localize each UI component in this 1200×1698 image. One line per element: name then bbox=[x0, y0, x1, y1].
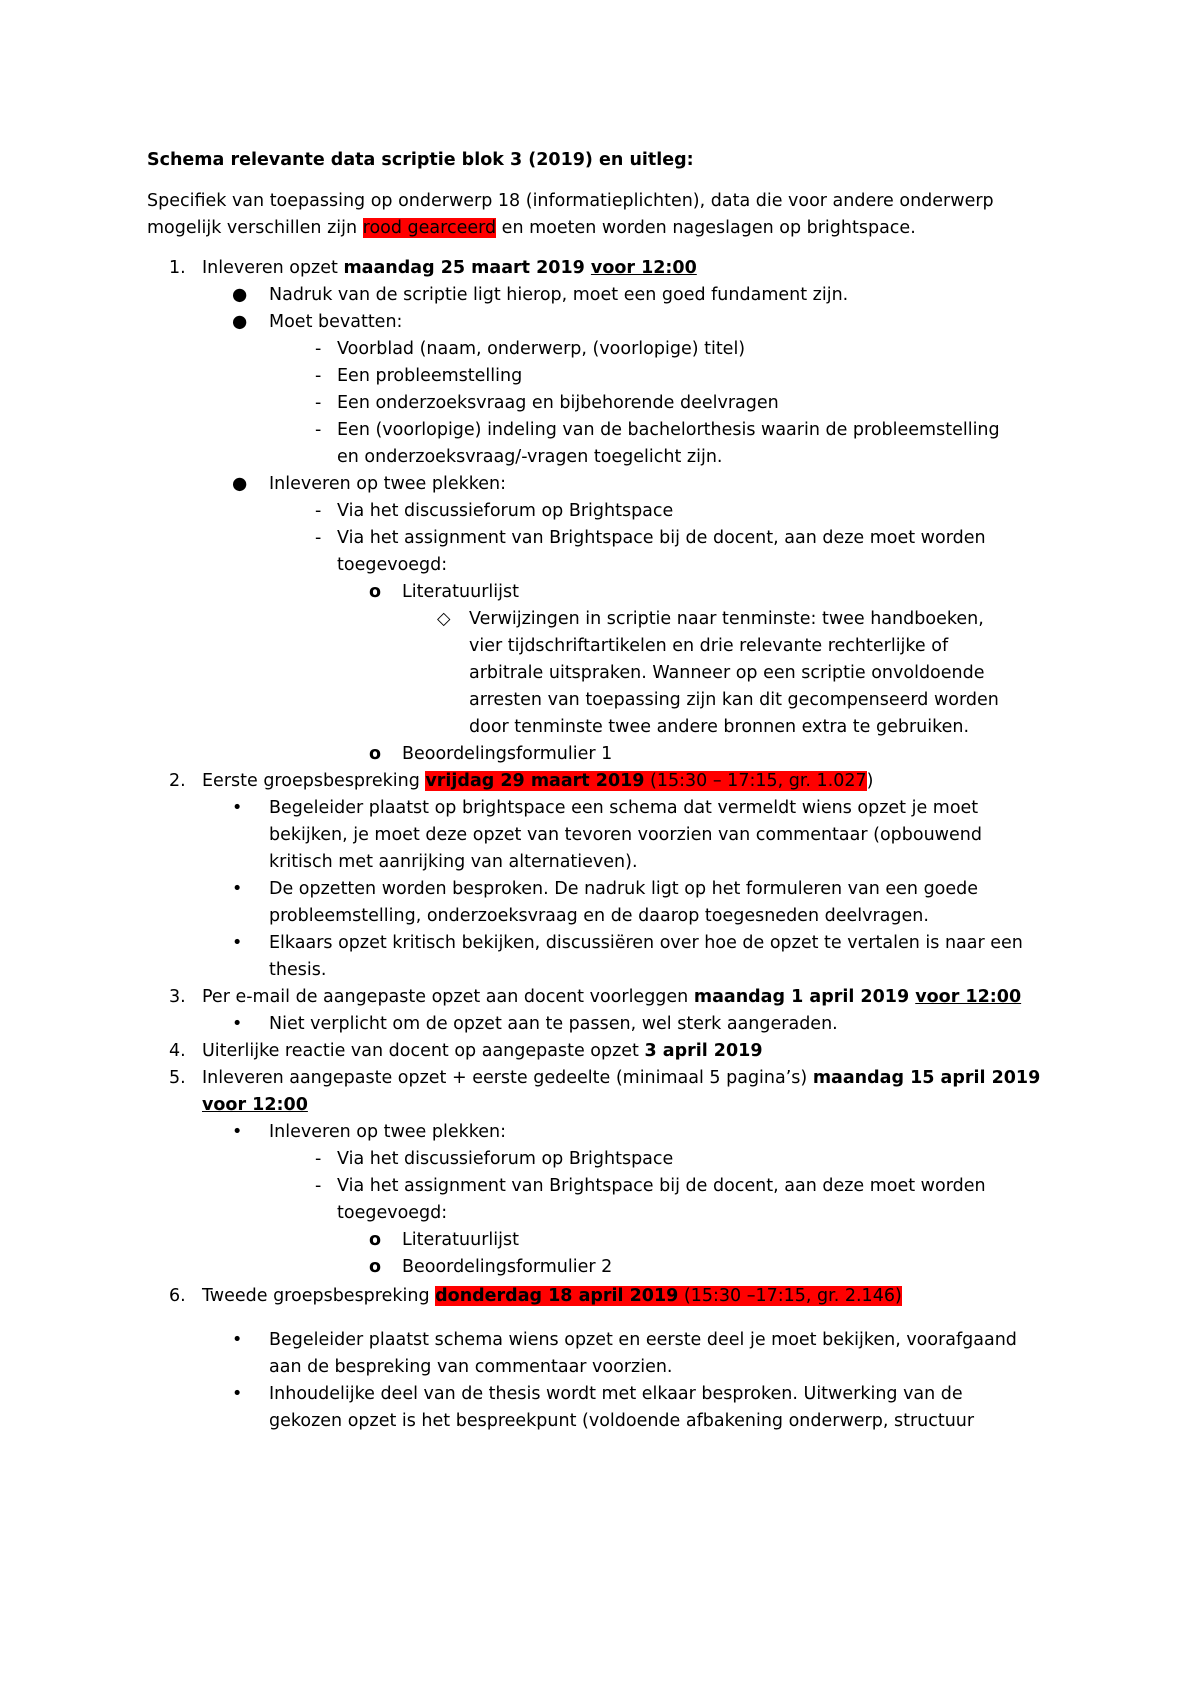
red-highlight: rood gearceerd bbox=[362, 218, 497, 238]
list-item-continued: toegevoegd: bbox=[337, 555, 448, 575]
dash-icon: - bbox=[315, 1176, 322, 1196]
item-1-heading: Inleveren opzet maandag 25 maart 2019 voor 12:00 bbox=[202, 258, 697, 278]
red-highlight: donderdag 18 april 2019 (15:30 –17:15, gr. 2.146) bbox=[435, 1286, 902, 1306]
list-item: De opzetten worden besproken. De nadruk ligt op het formuleren van een goede bbox=[269, 879, 979, 899]
bullet-icon: • bbox=[232, 1330, 243, 1350]
list-item-continued: kritisch met aanrijking van alternatieven). bbox=[269, 852, 638, 872]
list-item: Via het assignment van Brightspace bij de docent, aan deze moet worden bbox=[337, 528, 986, 548]
list-item: Moet bevatten: bbox=[269, 312, 403, 332]
circle-bullet-icon: o bbox=[369, 1257, 382, 1277]
doc-title: Schema relevante data scriptie blok 3 (2019) en uitleg: bbox=[147, 150, 694, 170]
list-item: Een onderzoeksvraag en bijbehorende deelvragen bbox=[337, 393, 779, 413]
list-item: Beoordelingsformulier 2 bbox=[402, 1257, 613, 1277]
intro-line-1: Specifiek van toepassing op onderwerp 18 (informatieplichten), data die voor andere onderwerp bbox=[147, 191, 994, 211]
dash-icon: - bbox=[315, 366, 322, 386]
list-item: Literatuurlijst bbox=[402, 582, 519, 602]
item-2-heading: Eerste groepsbespreking vrijdag 29 maart 2019 (15:30 – 17:15, gr. 1.027) bbox=[202, 771, 874, 791]
list-item: Via het discussieforum op Brightspace bbox=[337, 1149, 674, 1169]
list-item: Literatuurlijst bbox=[402, 1230, 519, 1250]
list-item: Inleveren op twee plekken: bbox=[269, 474, 507, 494]
diamond-icon: ◇ bbox=[437, 609, 451, 629]
list-item: Via het assignment van Brightspace bij de docent, aan deze moet worden bbox=[337, 1176, 986, 1196]
circle-bullet-icon: o bbox=[369, 1230, 382, 1250]
item-number: 2. bbox=[169, 771, 186, 791]
intro-line-2: mogelijk verschillen zijn rood gearceerd en moeten worden nageslagen op brightspace. bbox=[147, 218, 916, 238]
item-number: 5. bbox=[169, 1068, 186, 1088]
list-item-continued: bekijken, je moet deze opzet van tevoren voorzien van commentaar (opbouwend bbox=[269, 825, 982, 845]
bullet-icon: • bbox=[232, 798, 243, 818]
list-item: Een probleemstelling bbox=[337, 366, 523, 386]
list-item-continued: door tenminste twee andere bronnen extra te gebruiken. bbox=[469, 717, 970, 737]
list-item: Begeleider plaatst schema wiens opzet en eerste deel je moet bekijken, voorafgaand bbox=[269, 1330, 1017, 1350]
bullet-icon: • bbox=[232, 1384, 243, 1404]
list-item-continued: vier tijdschriftartikelen en drie relevante rechterlijke of bbox=[469, 636, 949, 656]
list-item: Voorblad (naam, onderwerp, (voorlopige) titel) bbox=[337, 339, 746, 359]
list-item: Niet verplicht om de opzet aan te passen, wel sterk aangeraden. bbox=[269, 1014, 838, 1034]
item-5-heading: Inleveren aangepaste opzet + eerste gedeelte (minimaal 5 pagina’s) maandag 15 april 2019 bbox=[202, 1068, 1041, 1088]
list-item-continued: aan de bespreking van commentaar voorzien. bbox=[269, 1357, 673, 1377]
item-number: 4. bbox=[169, 1041, 186, 1061]
dash-icon: - bbox=[315, 1149, 322, 1169]
dash-icon: - bbox=[315, 339, 322, 359]
list-item: Nadruk van de scriptie ligt hierop, moet een goed fundament zijn. bbox=[269, 285, 849, 305]
item-3-heading: Per e-mail de aangepaste opzet aan docent voorleggen maandag 1 april 2019 voor 12:00 bbox=[202, 987, 1022, 1007]
bullet-icon: • bbox=[232, 879, 243, 899]
list-item: Elkaars opzet kritisch bekijken, discussiëren over hoe de opzet te vertalen is naar een bbox=[269, 933, 1023, 953]
item-number: 3. bbox=[169, 987, 186, 1007]
list-item: Via het discussieforum op Brightspace bbox=[337, 501, 674, 521]
item-6-heading: Tweede groepsbespreking donderdag 18 april 2019 (15:30 –17:15, gr. 2.146) bbox=[202, 1286, 902, 1306]
list-item: Begeleider plaatst op brightspace een schema dat vermeldt wiens opzet je moet bbox=[269, 798, 979, 818]
bullet-icon: • bbox=[232, 933, 243, 953]
dash-icon: - bbox=[315, 501, 322, 521]
list-item-continued: toegevoegd: bbox=[337, 1203, 448, 1223]
bullet-icon: ● bbox=[232, 285, 248, 305]
list-item: Een (voorlopige) indeling van de bachelorthesis waarin de probleemstelling bbox=[337, 420, 1000, 440]
list-item-continued: probleemstelling, onderzoeksvraag en de daarop toegesneden deelvragen. bbox=[269, 906, 929, 926]
bullet-icon: ● bbox=[232, 474, 248, 494]
dash-icon: - bbox=[315, 393, 322, 413]
item-number: 1. bbox=[169, 258, 186, 278]
item-4-heading: Uiterlijke reactie van docent op aangepaste opzet 3 april 2019 bbox=[202, 1041, 763, 1061]
list-item-continued: arbitrale uitspraken. Wanneer op een scriptie onvoldoende bbox=[469, 663, 985, 683]
dash-icon: - bbox=[315, 528, 322, 548]
list-item-continued: gekozen opzet is het bespreekpunt (voldoende afbakening onderwerp, structuur bbox=[269, 1411, 975, 1431]
circle-bullet-icon: o bbox=[369, 582, 382, 602]
dash-icon: - bbox=[315, 420, 322, 440]
list-item: Beoordelingsformulier 1 bbox=[402, 744, 613, 764]
list-item: Verwijzingen in scriptie naar tenminste: twee handboeken, bbox=[469, 609, 984, 629]
item-number: 6. bbox=[169, 1286, 186, 1306]
circle-bullet-icon: o bbox=[369, 744, 382, 764]
bullet-icon: • bbox=[232, 1122, 243, 1142]
item-5-heading-continued: voor 12:00 bbox=[202, 1095, 308, 1115]
list-item-continued: thesis. bbox=[269, 960, 327, 980]
list-item: Inleveren op twee plekken: bbox=[269, 1122, 507, 1142]
bullet-icon: • bbox=[232, 1014, 243, 1034]
bullet-icon: ● bbox=[232, 312, 248, 332]
red-highlight: vrijdag 29 maart 2019 (15:30 – 17:15, gr. 1.027 bbox=[425, 771, 867, 791]
list-item: Inhoudelijke deel van de thesis wordt met elkaar besproken. Uitwerking van de bbox=[269, 1384, 963, 1404]
list-item-continued: en onderzoeksvraag/-vragen toegelicht zijn. bbox=[337, 447, 723, 467]
list-item-continued: arresten van toepassing zijn kan dit gecompenseerd worden bbox=[469, 690, 999, 710]
